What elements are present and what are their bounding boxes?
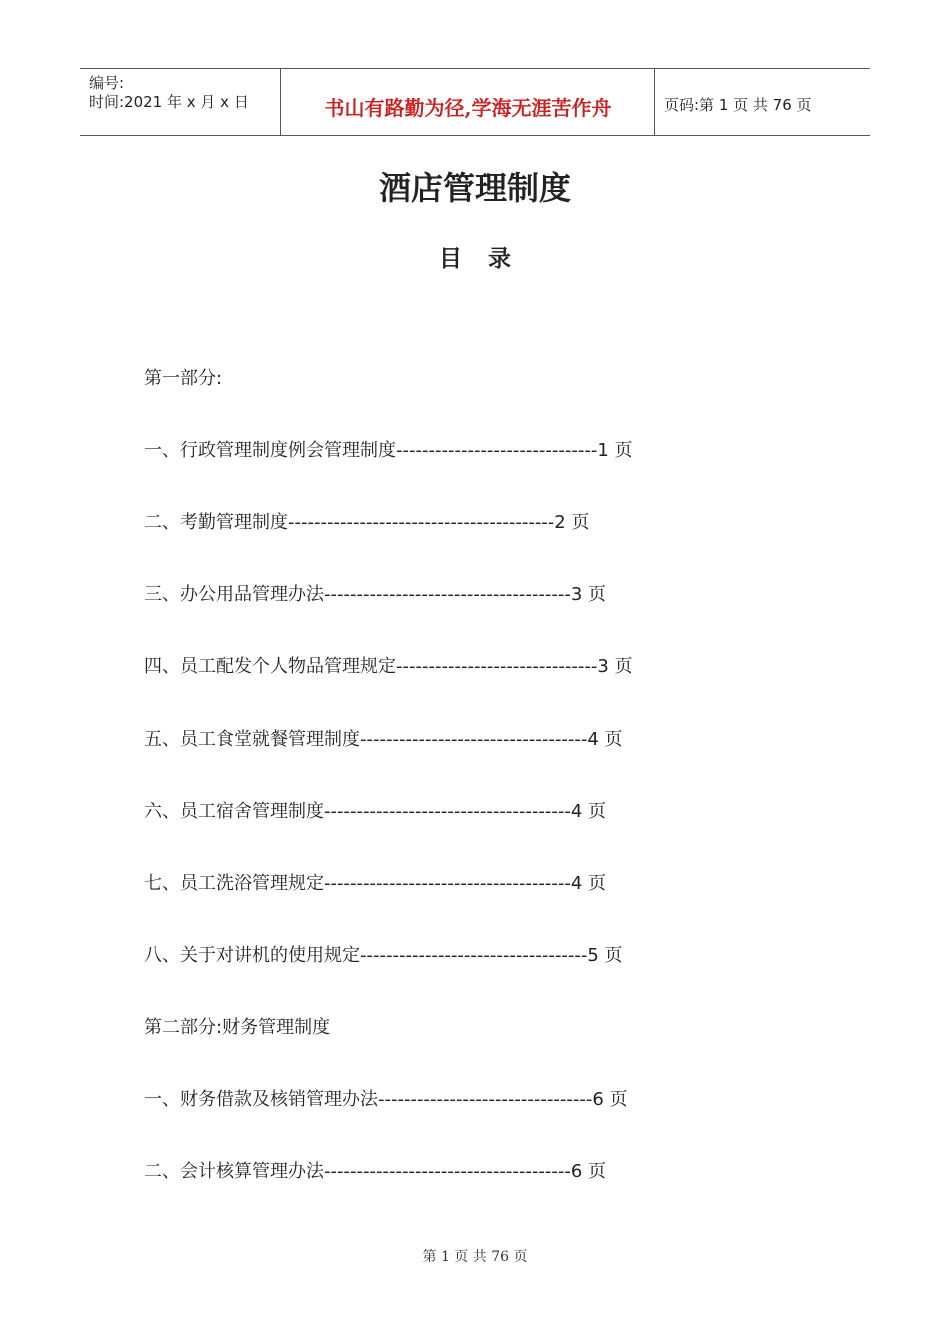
header-motto: 书山有路勤为径,学海无涯苦作舟 [324, 96, 612, 120]
toc-entry: 一、财务借款及核销管理办法---------------------------------6 页 [144, 1089, 628, 1110]
toc-entry: 四、员工配发个人物品管理规定-------------------------------3 页 [144, 656, 633, 677]
header-page-info: 页码:第 1 页 共 76 页 [664, 96, 812, 114]
toc-section-heading: 第一部分: [144, 368, 223, 389]
page-footer: 第 1 页 共 76 页 [422, 1249, 528, 1265]
document-title: 酒店管理制度 [378, 169, 571, 207]
toc-section-heading: 第二部分:财务管理制度 [144, 1017, 331, 1038]
header-motto-cell [281, 69, 655, 135]
header-page-cell [655, 69, 870, 135]
toc-entry: 一、行政管理制度例会管理制度-------------------------------1 页 [144, 440, 633, 461]
time-label: 时间:2021 年 x 月 x 日 [89, 93, 249, 111]
number-label: 编号: [89, 74, 125, 92]
toc-entry: 六、员工宿舍管理制度--------------------------------------4 页 [144, 801, 606, 822]
toc-heading: 目录 [439, 246, 537, 272]
toc-entry: 二、考勤管理制度-----------------------------------------2 页 [144, 512, 590, 533]
toc-entry: 七、员工洗浴管理规定--------------------------------------4 页 [144, 873, 606, 894]
toc-entry: 八、关于对讲机的使用规定-----------------------------------5 页 [144, 945, 623, 966]
header-left-cell [80, 69, 281, 135]
document-header-table [80, 68, 870, 136]
toc-entry: 五、员工食堂就餐管理制度-----------------------------------4 页 [144, 729, 623, 750]
toc-entry: 三、办公用品管理办法--------------------------------------3 页 [144, 584, 606, 605]
toc-entry: 二、会计核算管理办法--------------------------------------6 页 [144, 1161, 606, 1182]
